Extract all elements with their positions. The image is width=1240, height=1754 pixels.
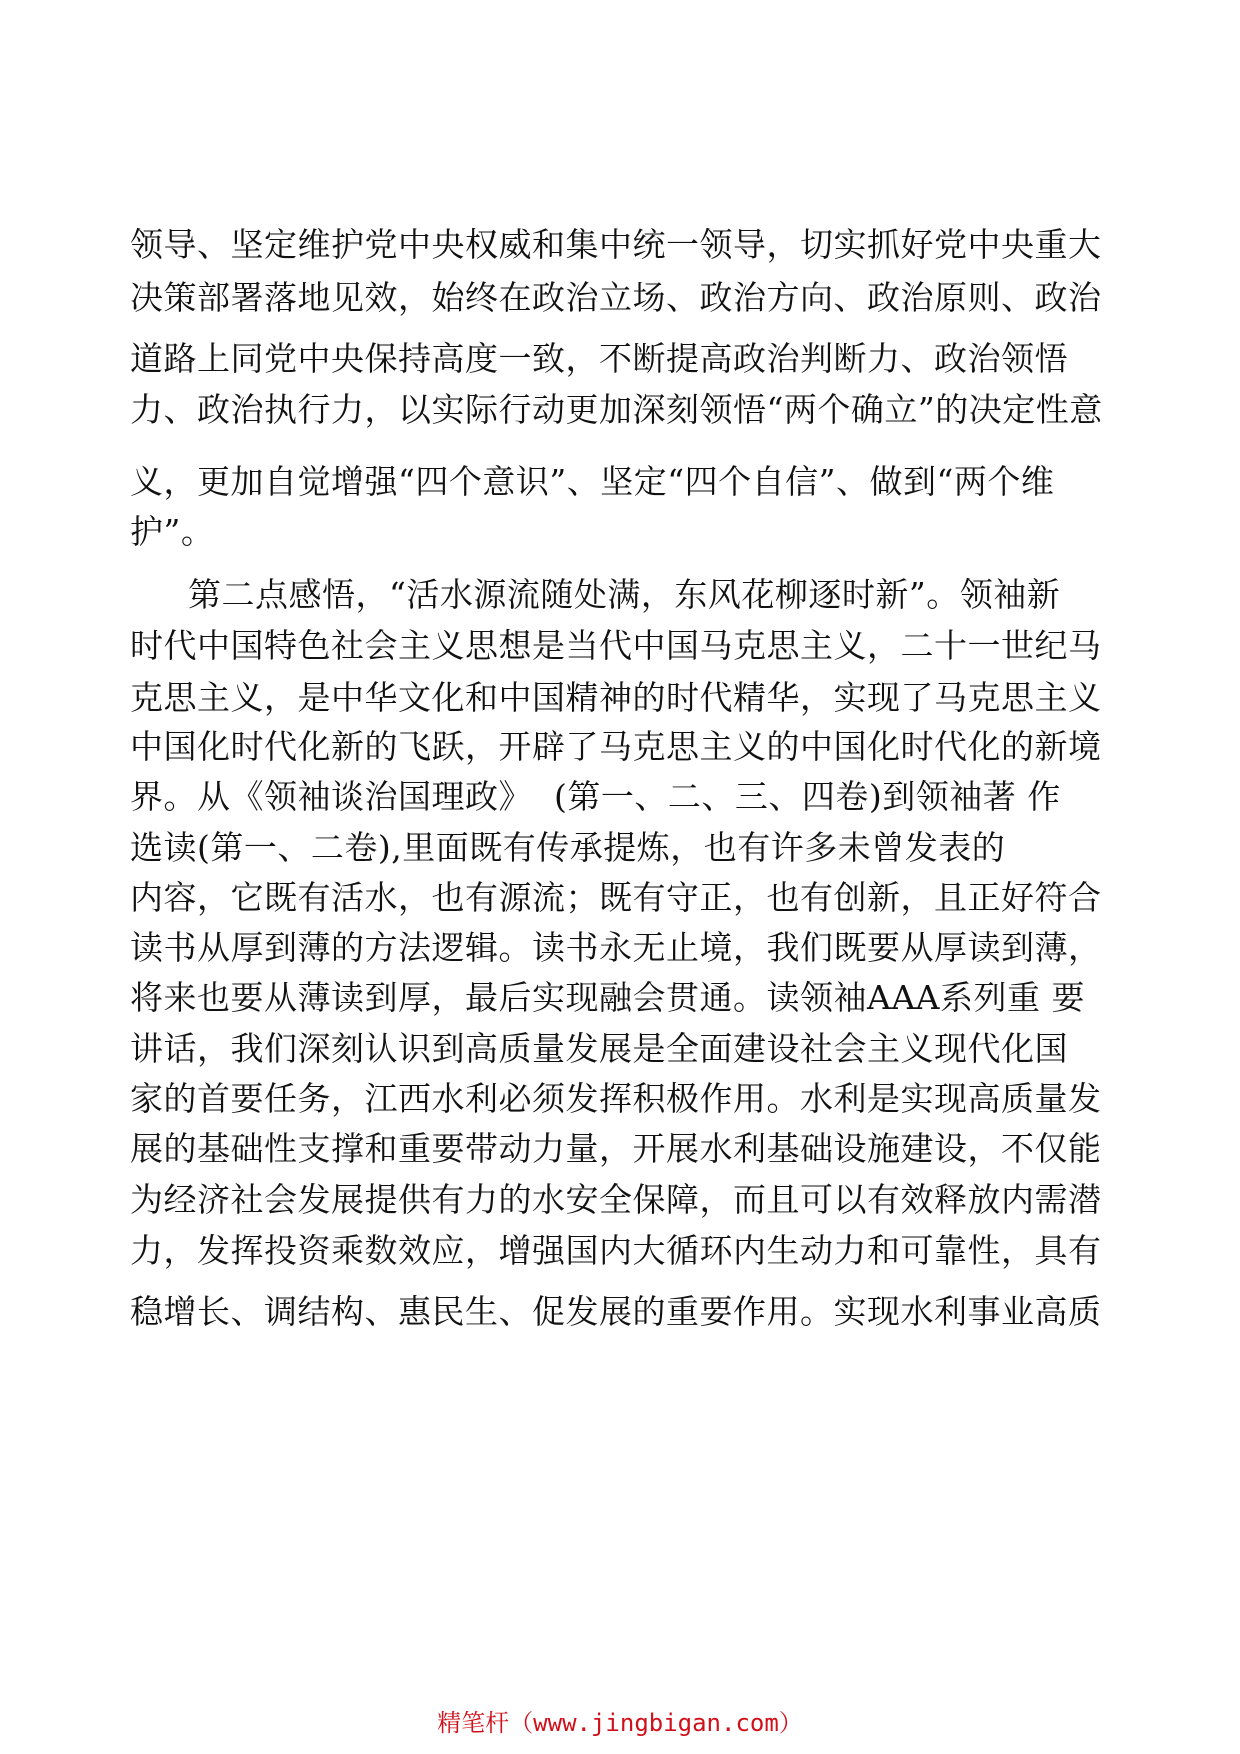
text-line: 时代中国特色社会主义思想是当代中国马克思主义，二十一世纪马	[130, 626, 1102, 665]
text-line: 决策部署落地见效，始终在政治立场、政治方向、政治原则、政治	[130, 278, 1102, 317]
footer-watermark: 精笔杆（www.jingbigan.com）	[437, 1709, 803, 1737]
text-line: 内容，它既有活水，也有源流；既有守正，也有创新，且正好符合	[130, 878, 1102, 917]
text-line: 选读(第一、二卷),里面既有传承提炼，也有许多未曾发表的	[130, 828, 1006, 867]
text-line: 中国化时代化新的飞跃，开辟了马克思主义的中国化时代化的新境	[130, 727, 1102, 766]
paragraph-first-line: 第二点感悟，“活水源流随处满，东风花柳逐时新”。领袖新	[188, 575, 1061, 614]
text-line: 护”。	[130, 512, 215, 551]
text-line: 道路上同党中央保持高度一致，不断提高政治判断力、政治领悟	[130, 339, 1068, 378]
text-line: 家的首要任务，江西水利必须发挥积极作用。水利是实现高质量发	[130, 1079, 1102, 1118]
text-line: 讲话，我们深刻认识到高质量发展是全面建设社会主义现代化国	[130, 1029, 1068, 1068]
text-line: 领导、坚定维护党中央权威和集中统一领导，切实抓好党中央重大	[130, 225, 1102, 264]
text-line: 为经济社会发展提供有力的水安全保障，而且可以有效释放内需潜	[130, 1180, 1102, 1219]
text-line: 克思主义，是中华文化和中国精神的时代精华，实现了马克思主义	[130, 678, 1102, 717]
text-line: 稳增长、调结构、惠民生、促发展的重要作用。实现水利事业高质	[130, 1292, 1102, 1331]
text-line: 展的基础性支撑和重要带动力量，开展水利基础设施建设，不仅能	[130, 1129, 1102, 1168]
text-line: 将来也要从薄读到厚，最后实现融会贯通。读领袖AAA系列重 要	[130, 978, 1085, 1017]
text-line: 力、政治执行力，以实际行动更加深刻领悟“两个确立”的决定性意	[130, 390, 1103, 429]
text-line: 义，更加自觉增强“四个意识”、坚定“四个自信”、做到“两个维	[130, 462, 1055, 501]
text-line: 力，发挥投资乘数效应，增强国内大循环内生动力和可靠性，具有	[130, 1231, 1102, 1270]
text-line: 界。从《领袖谈治国理政》 (第一、二、三、四卷)到领袖著 作	[130, 777, 1061, 816]
text-line: 读书从厚到薄的方法逻辑。读书永无止境，我们既要从厚读到薄，	[130, 928, 1102, 967]
